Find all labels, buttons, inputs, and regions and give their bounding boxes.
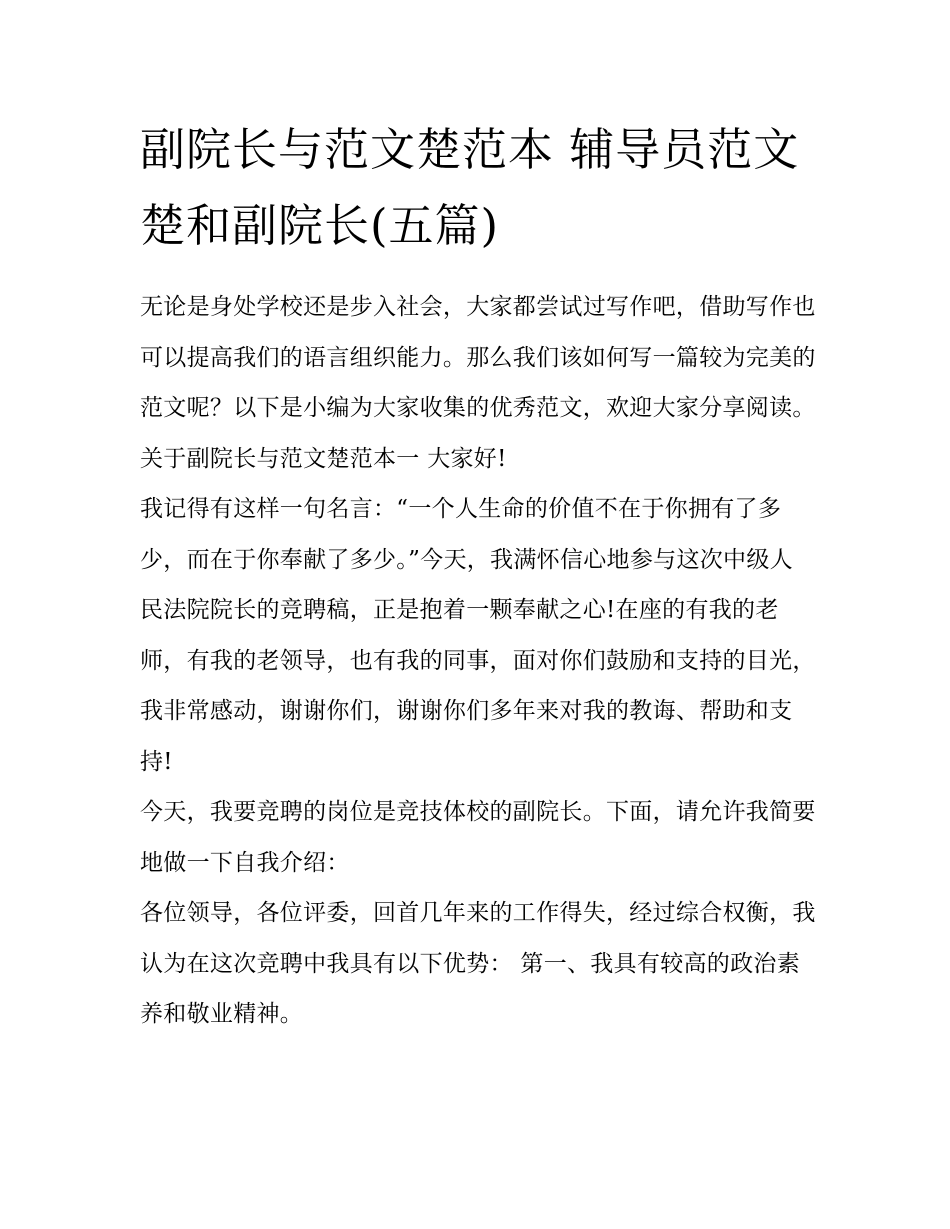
document-title: 副院长与范文楚范本 辅导员范文楚和副院长(五篇): [140, 123, 800, 252]
section-heading-paragraph: 关于副院长与范文楚范本一 大家好!: [140, 445, 507, 472]
quote-paragraph: 我记得有这样一句名言：“一个人生命的价值不在于你拥有了多少，而在于你奉献了多少。”今天，我满怀信心地参与这次中级人民法院院长的竞聘稿，正是抱着一颗奉献之心!在座的有我的老师，有我的老领导，也有我的同事，面对你们鼓励和支持的目光，我非常感动，谢谢你们，谢谢你们多年来对我的教诲、帮助和支持!: [140, 496, 816, 775]
intro-paragraph: 无论是身处学校还是步入社会，大家都尝试过写作吧，借助写作也可以提高我们的语言组织能力。那么我们该如何写一篇较为完美的范文呢？以下是小编为大家收集的优秀范文，欢迎大家分享阅读。: [140, 294, 816, 421]
advantages-paragraph: 各位领导，各位评委，回首几年来的工作得失，经过综合权衡，我认为在这次竞聘中我具有以下优势： 第一、我具有较高的政治素养和敬业精神。: [140, 900, 816, 1027]
document-page: [140, 112, 816, 1040]
position-paragraph: 今天，我要竞聘的岗位是竞技体校的副院长。下面，请允许我简要地做一下自我介绍：: [140, 799, 816, 876]
